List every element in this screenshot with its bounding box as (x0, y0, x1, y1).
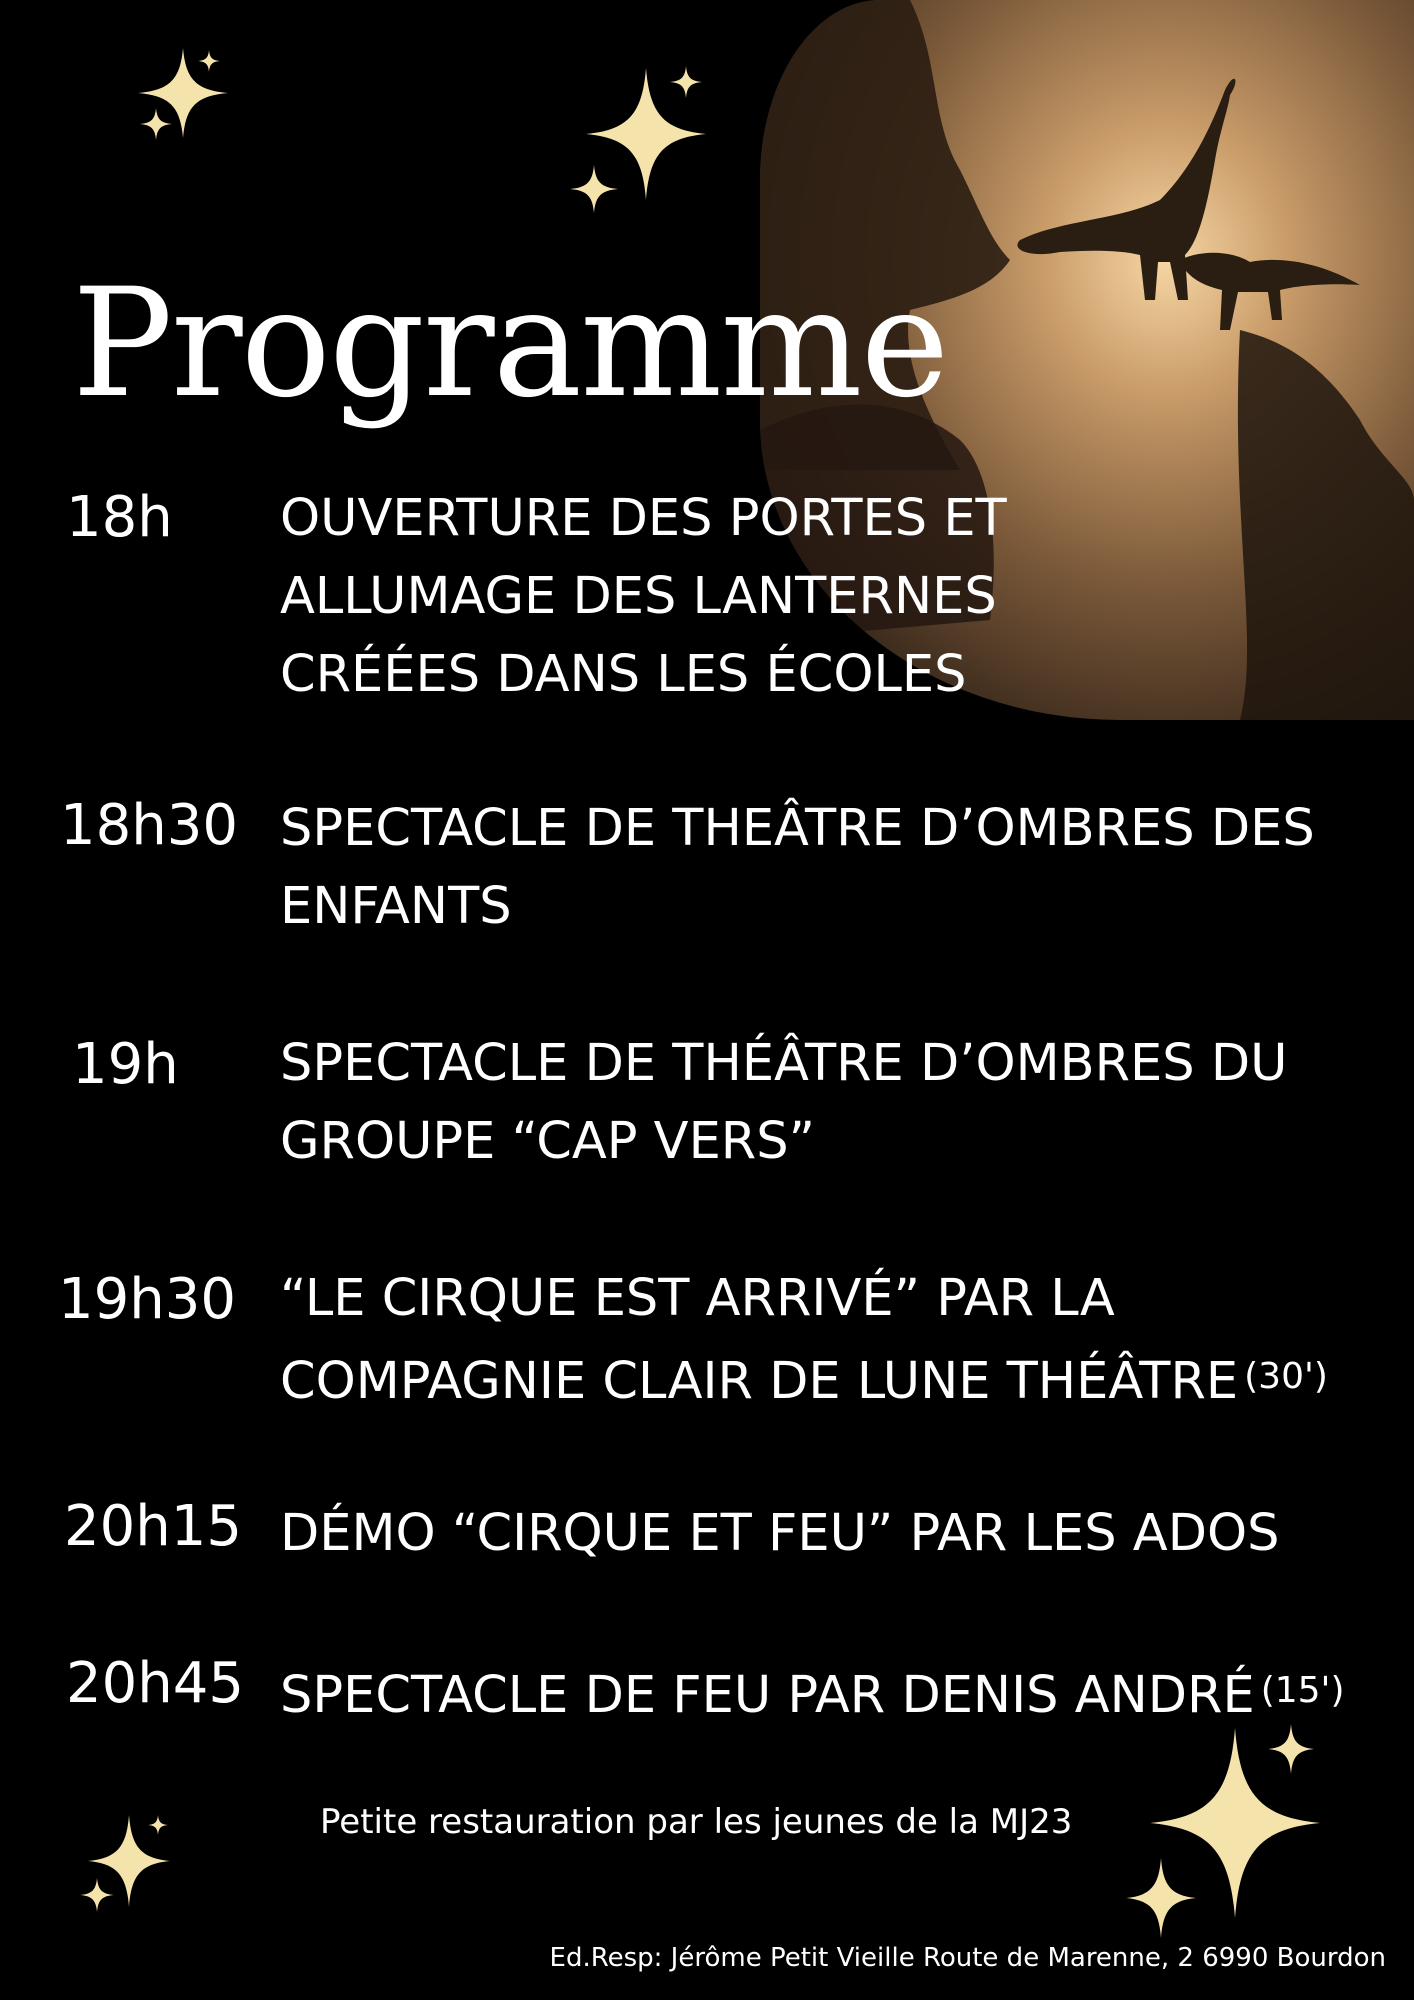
schedule-time: 18h (66, 485, 173, 550)
sparkle-icon (140, 108, 172, 140)
editor-responsible: Ed.Resp: Jérôme Petit Vieille Route de Marenne, 2 6990 Bourdon (549, 1943, 1386, 1973)
description-line: SPECTACLE DE THEÂTRE D’OMBRES DES (280, 799, 1315, 858)
sparkle-icon (670, 66, 702, 98)
schedule-time: 20h45 (66, 1651, 245, 1716)
footer-note: Petite restauration par les jeunes de la MJ23 (320, 1802, 1073, 1842)
page-title: Programme (72, 256, 948, 431)
duration-note: (15') (1260, 1670, 1345, 1711)
sparkle-icon (198, 50, 220, 72)
schedule-description (280, 790, 1390, 946)
schedule-time: 18h30 (60, 793, 239, 858)
schedule-time: 19h30 (58, 1267, 237, 1332)
sparkle-icon (1126, 1858, 1196, 1938)
description-line: ENFANTS (280, 877, 512, 936)
sparkle-icon (148, 1815, 168, 1835)
duration-note: (30') (1244, 1356, 1328, 1397)
description-line: OUVERTURE DES PORTES ET (280, 489, 1007, 548)
schedule-time: 19h (72, 1032, 179, 1097)
schedule-time: 20h15 (64, 1494, 243, 1559)
schedule-description (280, 1495, 1390, 1573)
schedule-description (280, 480, 1390, 714)
description-text: SPECTACLE DE FEU PAR DENIS ANDRÉ (280, 1666, 1255, 1725)
description-line: ALLUMAGE DES LANTERNES (280, 567, 997, 626)
description-line: DÉMO “CIRQUE ET FEU” PAR LES ADOS (280, 1504, 1280, 1563)
schedule-description (280, 1260, 1390, 1421)
schedule-description (280, 1652, 1390, 1735)
description-line (280, 1338, 1390, 1421)
description-line: SPECTACLE DE THÉÂTRE D’OMBRES DU (280, 1034, 1288, 1093)
sparkle-icon (80, 1878, 114, 1912)
schedule-description (280, 1025, 1390, 1181)
description-line (280, 1652, 1390, 1735)
description-line: “LE CIRQUE EST ARRIVÉ” PAR LA (280, 1269, 1115, 1328)
sparkle-icon (1268, 1724, 1314, 1774)
description-line: CRÉÉES DANS LES ÉCOLES (280, 645, 967, 704)
sparkle-icon (570, 165, 618, 213)
description-text: COMPAGNIE CLAIR DE LUNE THÉÂTRE (280, 1352, 1239, 1411)
description-line: GROUPE “CAP VERS” (280, 1112, 816, 1171)
